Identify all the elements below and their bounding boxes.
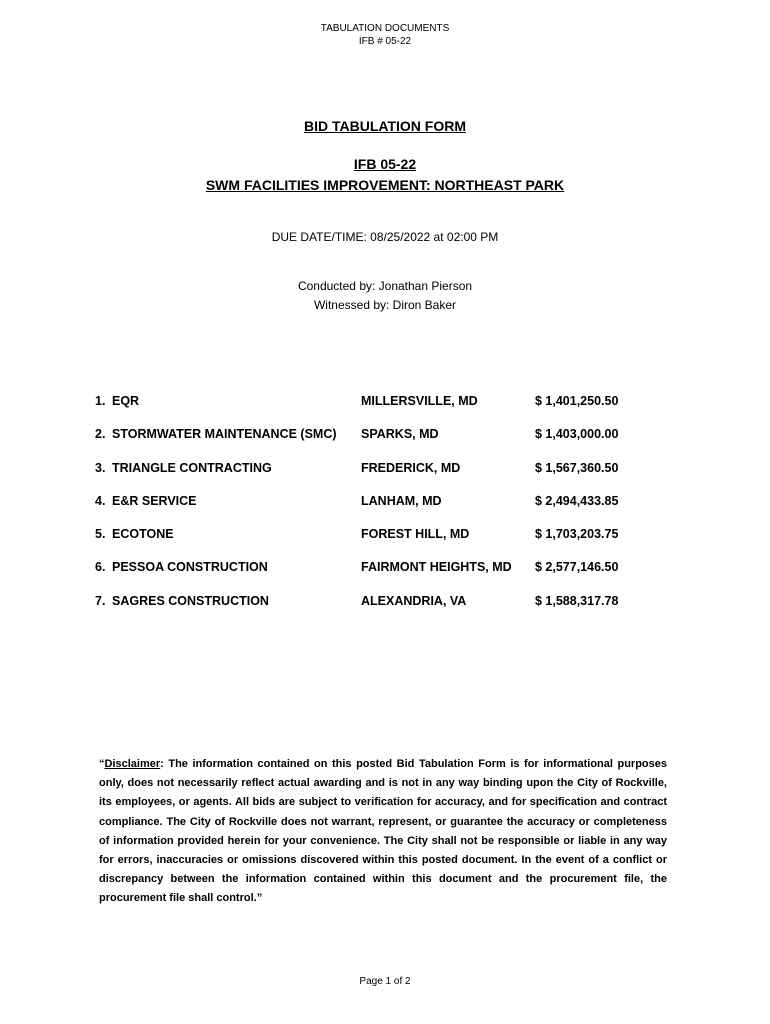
bid-number: 3. [95, 460, 106, 475]
bid-amount: $ 1,703,203.75 [535, 527, 619, 542]
bid-amount: $ 1,401,250.50 [535, 394, 619, 408]
bid-row [95, 558, 655, 591]
bid-row [95, 525, 655, 558]
bid-number: 5. [95, 527, 106, 542]
bid-amount: $ 1,567,360.50 [535, 460, 619, 475]
bidder-name: STORMWATER MAINTENANCE (SMC) [112, 427, 337, 442]
bid-amount: $ 2,577,146.50 [535, 560, 619, 575]
bid-row [95, 459, 655, 492]
bid-number: 7. [95, 593, 106, 608]
bid-number: 4. [95, 493, 106, 508]
bidder-name: TRIANGLE CONTRACTING [112, 460, 272, 475]
bid-row [95, 425, 655, 458]
page-header [0, 22, 770, 48]
bidder-location: LANHAM, MD [361, 493, 442, 508]
form-title: BID TABULATION FORM [303, 118, 466, 134]
bidder-name: EQR [112, 394, 140, 408]
witnessed-by: Witnessed by: Diron Baker [313, 298, 457, 312]
bid-row [95, 592, 655, 625]
project-title: SWM FACILITIES IMPROVEMENT: NORTHEAST PARK [205, 177, 565, 193]
conducted-by: Conducted by: Jonathan Pierson [297, 279, 473, 293]
bid-list [95, 392, 655, 625]
bid-number: 1. [95, 394, 106, 408]
bidder-location: FAIRMONT HEIGHTS, MD [361, 560, 512, 575]
due-date: DUE DATE/TIME: 08/25/2022 at 02:00 PM [271, 230, 499, 244]
ifb-number: IFB 05-22 [353, 156, 417, 172]
disclaimer [99, 755, 667, 909]
bid-amount: $ 1,403,000.00 [535, 427, 619, 442]
disclaimer-text: : The information contained on this posted Bid Tabulation Form is for informational purposes only, does not necessarily reflect actual awarding and is not in any way binding upon the City of Rockville, its employees, or agents. All bids are subject to verification for accuracy, and for specification and contract compliance. The City of Rockville does not warrant, represent, or guarantee the accuracy or completeness of information provided herein for your convenience. The City shall not be responsible or liable in any way for errors, inaccuracies or omissions discovered within this posted document. In the event of a conflict or discrepancy between the information contained within this document and the procurement file, the procurement file shall control.” [99, 758, 667, 905]
bidder-location: SPARKS, MD [361, 427, 439, 442]
bidder-location: FREDERICK, MD [361, 460, 461, 475]
bid-amount: $ 1,588,317.78 [535, 593, 619, 608]
bid-row [95, 392, 655, 425]
disclaimer-open-quote: “ [99, 758, 105, 770]
header-line-2: IFB # 05-22 [358, 36, 412, 47]
header-line-1: TABULATION DOCUMENTS [320, 23, 450, 34]
bidder-name: ECOTONE [112, 527, 174, 542]
bidder-name: PESSOA CONSTRUCTION [112, 560, 268, 575]
bidder-location: ALEXANDRIA, VA [361, 593, 467, 608]
bidder-location: MILLERSVILLE, MD [361, 394, 478, 408]
bidder-name: E&R SERVICE [112, 493, 197, 508]
page-number: Page 1 of 2 [359, 976, 411, 987]
bid-number: 6. [95, 560, 106, 575]
disclaimer-label: Disclaimer [104, 758, 161, 770]
bid-amount: $ 2,494,433.85 [535, 493, 619, 508]
bidder-location: FOREST HILL, MD [361, 527, 470, 542]
bid-number: 2. [95, 427, 106, 442]
bid-row [95, 492, 655, 525]
bidder-name: SAGRES CONSTRUCTION [112, 593, 269, 608]
